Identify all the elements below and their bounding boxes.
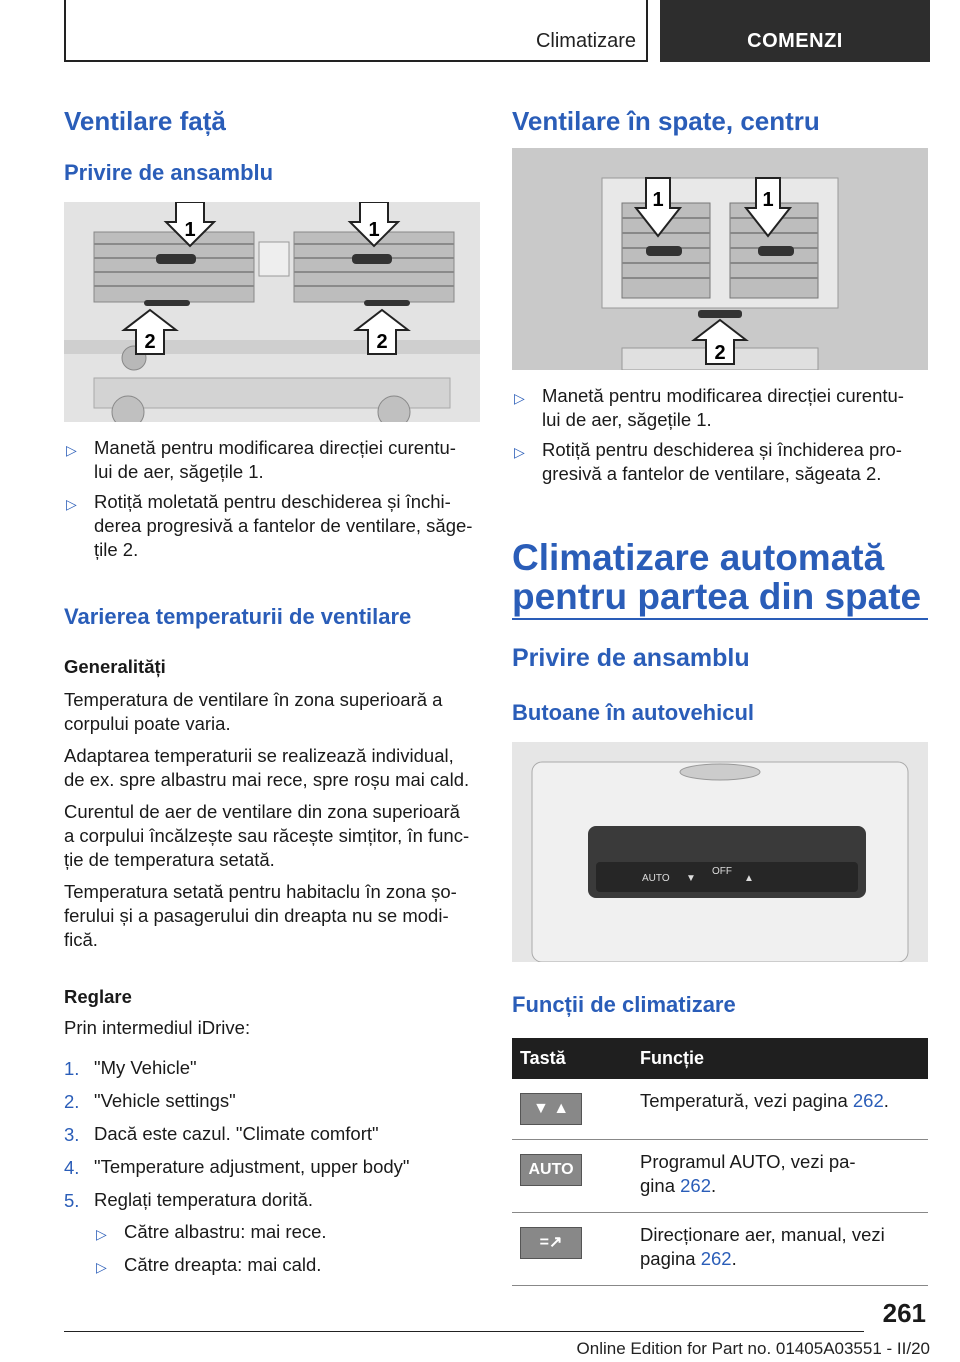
- setting-intro: Prin intermediul iDrive:: [64, 1017, 251, 1038]
- bullet-icon: ▷: [514, 390, 525, 406]
- header-section: Climatizare: [535, 30, 636, 52]
- col-key-header: Tastă: [512, 1038, 632, 1079]
- front-vents-photo: [64, 202, 480, 422]
- general-line: a corpului încălzește sau răcește simțitor, în func-: [64, 825, 470, 846]
- label-arrow-1a: 1: [652, 189, 664, 211]
- general-line: fică.: [64, 929, 98, 950]
- general-line: de ex. spre albastru mai rece, spre roșu mai cald.: [64, 769, 470, 790]
- general-line: corpului poate varia.: [64, 713, 231, 734]
- heading-buttons: Butoane în autovehicul: [512, 700, 755, 725]
- table-row: [512, 1140, 928, 1213]
- label-arrow-2: 2: [714, 342, 726, 364]
- bullet-icon: ▷: [514, 444, 525, 460]
- step-text: Reglați temperatura dorită.: [94, 1189, 314, 1210]
- row-text: Temperatură, vezi pagina: [640, 1090, 853, 1111]
- label-arrow-2a: 2: [144, 331, 156, 353]
- page-number: 261: [882, 1298, 926, 1328]
- left-bullet-2-line-2: derea progresivă a fantelor de ventilare, săge-: [94, 515, 473, 536]
- functions-table: [512, 1038, 928, 1286]
- chapter-rule: [512, 618, 928, 620]
- heading-overview: Privire de ansamblu: [512, 644, 750, 672]
- bullet-icon: ▷: [66, 496, 77, 512]
- heading-general: Generalități: [64, 656, 166, 677]
- left-bullet-2-line-3: țile 2.: [94, 539, 139, 560]
- panel-off-label: OFF: [712, 866, 732, 877]
- sub-bullet-cold: Către albastru: mai rece.: [124, 1221, 327, 1242]
- bullet-icon: ▷: [96, 1226, 107, 1242]
- subtitle-overview: Privire de ansamblu: [64, 160, 274, 185]
- row-text: Direcționare aer, manual, vezi: [640, 1224, 885, 1245]
- general-line: ferului și a pasagerului din dreapta nu se modi-: [64, 905, 449, 926]
- left-bullet-1-line-2: lui de aer, săgețile 1.: [94, 461, 264, 482]
- heading-functions: Funcții de climatizare: [512, 992, 736, 1017]
- label-arrow-1b: 1: [368, 219, 380, 241]
- row-text: gina: [640, 1175, 681, 1196]
- label-arrow-2b: 2: [376, 331, 388, 353]
- general-line: Temperatura setată pentru habitaclu în zona șo-: [64, 881, 457, 902]
- general-line: Temperatura de ventilare în zona superioară a: [64, 689, 443, 710]
- auto-key-icon: AUTO: [520, 1154, 582, 1186]
- page-link[interactable]: 262: [700, 1248, 732, 1269]
- row-text: Programul AUTO, vezi pa-: [640, 1151, 856, 1172]
- chapter-title-line-1: Climatizare automată: [512, 537, 885, 578]
- heading-setting: Reglare: [64, 986, 132, 1007]
- general-line: Curentul de aer de ventilare din zona superioară: [64, 801, 460, 822]
- rear-vents-photo: [512, 148, 928, 370]
- bullet-icon: ▷: [96, 1259, 107, 1275]
- left-bullet-1-line-1: Manetă pentru modificarea direcției curentu-: [94, 437, 456, 458]
- chapter-title-line-2: pentru partea din spate: [512, 576, 922, 617]
- right-bullet-1-line-1: Manetă pentru modificarea direcției curentu-: [542, 385, 904, 406]
- air-direction-key-icon: =↗: [520, 1227, 582, 1259]
- panel-auto-label: AUTO: [642, 873, 670, 884]
- row-text: pagina: [640, 1248, 701, 1269]
- label-arrow-1b: 1: [762, 189, 774, 211]
- row-punct: .: [711, 1175, 717, 1196]
- right-bullet-2-line-2: gresivă a fantelor de ventilare, săgeata 2.: [542, 463, 882, 484]
- section-temperature: Varierea temperaturii de ventilare: [64, 604, 412, 629]
- step-text: "Vehicle settings": [94, 1090, 236, 1111]
- header-chapter-tab[interactable]: COMENZI: [660, 0, 930, 62]
- step-text: "Temperature adjustment, upper body": [94, 1156, 410, 1177]
- step-number: 5.: [64, 1190, 80, 1211]
- label-arrow-1a: 1: [184, 219, 196, 241]
- table-row: [512, 1213, 928, 1286]
- sub-bullet-warm: Către dreapta: mai cald.: [124, 1254, 322, 1275]
- step-number: 2.: [64, 1091, 80, 1112]
- row-punct: .: [883, 1090, 889, 1111]
- section-title-front-vent: Ventilare față: [64, 106, 226, 136]
- svg-text:▼: ▼: [686, 873, 696, 884]
- left-bullet-2-line-1: Rotiță moletată pentru deschiderea și închi-: [94, 491, 451, 512]
- col-function-header: Funcție: [632, 1038, 928, 1079]
- step-number: 4.: [64, 1157, 80, 1178]
- temperature-key-icon: ▼ ▲: [520, 1093, 582, 1125]
- row-punct: .: [731, 1248, 737, 1269]
- section-title-rear-vent: Ventilare în spate, centru: [512, 106, 820, 136]
- general-line: Adaptarea temperaturii se realizează individual,: [64, 745, 454, 766]
- page-link[interactable]: 262: [852, 1090, 884, 1111]
- footer-edition: Online Edition for Part no. 01405A03551 - II/20: [576, 1339, 930, 1358]
- general-line: ție de temperatura setată.: [64, 849, 275, 870]
- step-text: "My Vehicle": [94, 1057, 197, 1078]
- bullet-icon: ▷: [66, 442, 77, 458]
- table-row: [512, 1079, 928, 1140]
- right-bullet-2-line-1: Rotiță pentru deschiderea și închiderea pro-: [542, 439, 902, 460]
- step-number: 3.: [64, 1124, 80, 1145]
- svg-text:▲: ▲: [744, 873, 754, 884]
- rear-climate-panel-photo: [512, 742, 928, 962]
- right-bullet-1-line-2: lui de aer, săgețile 1.: [542, 409, 712, 430]
- footer-rule: [64, 1331, 864, 1332]
- step-text: Dacă este cazul. "Climate comfort": [94, 1123, 379, 1144]
- page-link[interactable]: 262: [680, 1175, 711, 1196]
- step-number: 1.: [64, 1058, 80, 1079]
